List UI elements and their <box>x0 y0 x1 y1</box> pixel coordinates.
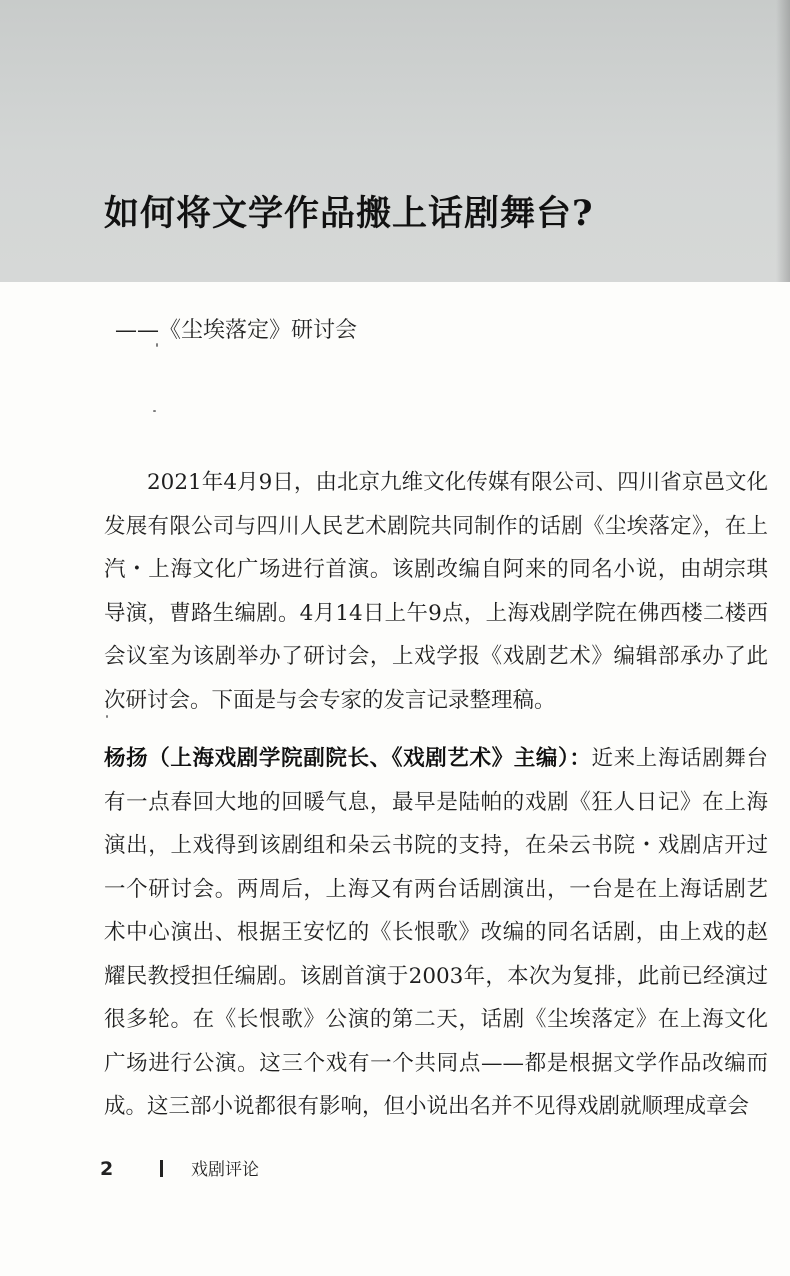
speaker-name: 杨扬（上海戏剧学院副院长、《戏剧艺术》主编）： <box>104 746 592 771</box>
footer-divider <box>160 1160 163 1177</box>
title-banner <box>0 0 790 282</box>
scan-speck <box>156 343 158 347</box>
journal-name: 戏剧评论 <box>191 1160 259 1180</box>
speech-text: 近来上海话剧舞台有一点春回大地的回暖气息，最早是陆帕的戏剧《狂人日记》在上海演出，上戏得到该剧组和朵云书院的支持，在朵云书院・戏剧店开过一个研讨会。两周后，上海又有两台话剧演出，一台是在上海话剧艺术中心演出、根据王安忆的《长恨歌》改编的同名话剧，由上戏的赵耀民教授担任编剧。该剧首演于2003年，本次为复排，此前已经演过很多轮。在《长恨歌》公演的第二天，话剧《尘埃落定》在上海文化广场进行公演。这三个戏有一个共同点——都是根据文学作品改编而成。这三部小说都很有影响，但小说出名并不见得戏剧就顺理成章会 <box>104 746 768 1119</box>
page-number: 2 <box>100 1158 114 1180</box>
intro-paragraph: 2021年4月9日，由北京九维文化传媒有限公司、四川省京邑文化发展有限公司与四川人民艺术剧院共同制作的话剧《尘埃落定》，在上汽・上海文化广场进行首演。该剧改编自阿来的同名小说，由胡宗琪导演，曹路生编剧。4月14日上午9点，上海戏剧学院在佛西楼二楼西会议室为该剧举办了研讨会，上戏学报《戏剧艺术》编辑部承办了此次研讨会。下面是与会专家的发言记录整理稿。 <box>104 470 768 713</box>
page-footer <box>100 1155 259 1180</box>
scan-speck <box>106 715 108 718</box>
scan-speck <box>153 410 156 412</box>
speech-paragraph <box>104 737 768 1129</box>
page-title: 如何将文学作品搬上话剧舞台? <box>104 193 594 234</box>
page-subtitle: ——《尘埃落定》研讨会 <box>115 318 358 343</box>
